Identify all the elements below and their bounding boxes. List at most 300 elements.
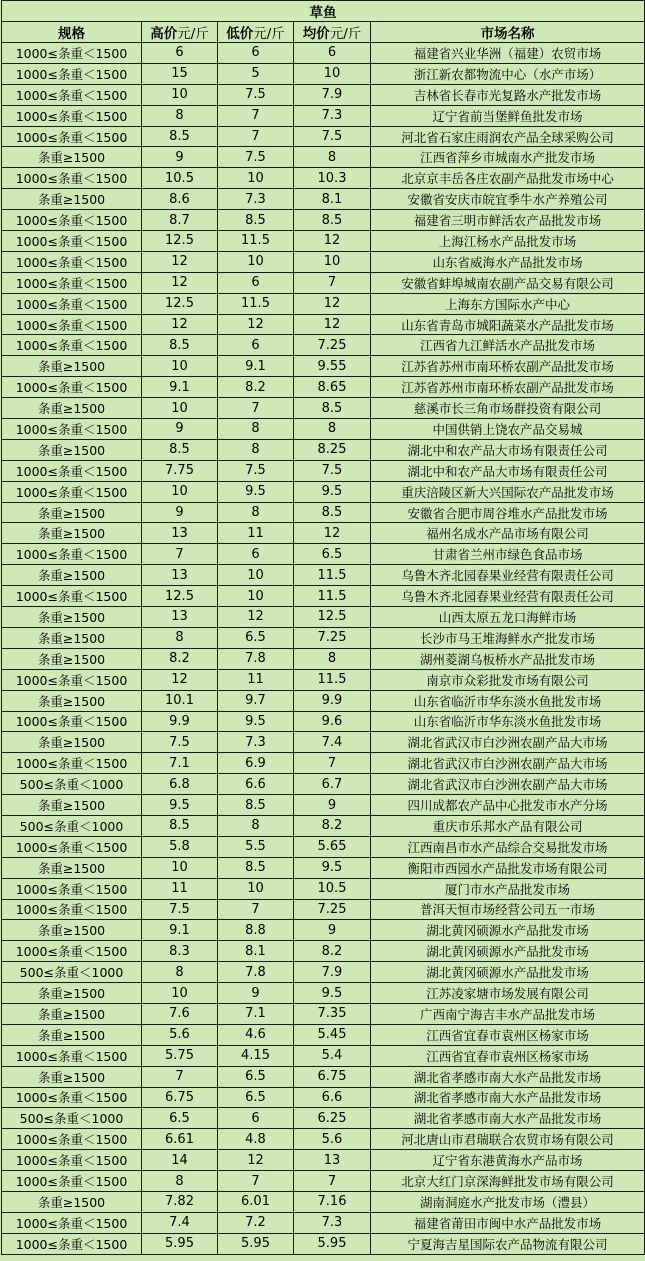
market-name-cell: 江西省宜春市袁州区杨家市场 [371,1024,645,1045]
table-row [2,1212,645,1233]
low-price-cell: 9.1 [218,356,294,377]
low-price-cell: 7.2 [218,1212,294,1233]
spec-cell: 1000≤条重＜1500 [2,1129,142,1150]
spec-cell: 1000≤条重＜1500 [2,711,142,732]
avg-price-cell: 7.3 [294,105,371,126]
market-name-cell: 四川成都农产品中心批发市水产分场 [371,795,645,816]
high-price-cell: 14 [142,1150,218,1171]
high-price-cell: 8 [142,962,218,983]
low-price-cell: 12 [218,607,294,628]
table-row [2,1108,645,1129]
high-price-cell: 13 [142,523,218,544]
market-name-cell: 山西太原五龙口海鲜市场 [371,607,645,628]
high-price-cell: 7.1 [142,753,218,774]
table-row [2,1066,645,1087]
market-name-cell: 长沙市马王堆海鲜水产批发市场 [371,627,645,648]
high-price-cell: 7.82 [142,1191,218,1212]
avg-price-cell: 6.75 [294,1066,371,1087]
avg-price-cell: 11.5 [294,669,371,690]
table-row [2,439,645,460]
low-price-cell: 8.2 [218,377,294,398]
table-row [2,983,645,1004]
avg-price-cell: 8.1 [294,189,371,210]
spec-cell: 1000≤条重＜1500 [2,753,142,774]
low-price-cell: 8 [218,439,294,460]
avg-price-cell: 8 [294,147,371,168]
avg-price-cell: 7 [294,753,371,774]
market-name-cell: 江西南昌市水产品综合交易批发市场 [371,836,645,857]
spec-cell: 1000≤条重＜1500 [2,899,142,920]
table-row [2,732,645,753]
high-price-cell: 7.5 [142,899,218,920]
low-price-cell: 6 [218,544,294,565]
high-price-cell: 10 [142,983,218,1004]
low-price-cell: 8 [218,815,294,836]
high-price-cell: 10.1 [142,690,218,711]
high-price-cell: 8.7 [142,210,218,231]
high-price-cell: 12.5 [142,293,218,314]
table-row [2,711,645,732]
spec-cell: 1000≤条重＜1500 [2,63,142,84]
spec-cell: 条重≥1500 [2,356,142,377]
market-name-cell: 福建省三明市鲜活农产品批发市场 [371,210,645,231]
spec-cell: 500≤条重＜1000 [2,815,142,836]
table-row [2,293,645,314]
market-name-cell: 北京京丰岳各庄农副产品批发市场中心 [371,168,645,189]
spec-cell: 条重≥1500 [2,189,142,210]
table-row [2,502,645,523]
spec-cell: 条重≥1500 [2,1024,142,1045]
avg-price-cell: 8.2 [294,815,371,836]
high-price-cell: 8 [142,627,218,648]
avg-price-cell: 7.9 [294,84,371,105]
spec-cell: 1000≤条重＜1500 [2,314,142,335]
market-name-cell: 上海东方国际水产中心 [371,293,645,314]
low-price-cell: 6 [218,335,294,356]
table-row [2,168,645,189]
high-price-cell: 10.5 [142,168,218,189]
market-name-cell: 浙江新农都物流中心（水产市场） [371,63,645,84]
low-price-cell: 7 [218,105,294,126]
avg-price-cell: 6.25 [294,1108,371,1129]
market-name-cell: 湖北中和农产品大市场有限责任公司 [371,460,645,481]
header-high: 高价元/斤 [142,22,218,43]
market-name-cell: 上海江杨水产品批发市场 [371,231,645,252]
table-row [2,377,645,398]
spec-cell: 条重≥1500 [2,565,142,586]
low-price-cell: 5.95 [218,1233,294,1254]
low-price-cell: 5 [218,63,294,84]
avg-price-cell: 9.5 [294,983,371,1004]
avg-price-cell: 7.25 [294,899,371,920]
high-price-cell: 9.9 [142,711,218,732]
spec-cell: 1000≤条重＜1500 [2,126,142,147]
avg-price-cell: 8 [294,648,371,669]
market-name-cell: 福州名成水产品市场有限公司 [371,523,645,544]
spec-cell: 1000≤条重＜1500 [2,377,142,398]
high-price-cell: 10 [142,356,218,377]
header-low: 低价元/斤 [218,22,294,43]
header-row [2,22,645,43]
high-price-cell: 8.5 [142,335,218,356]
table-row [2,356,645,377]
low-price-cell: 11 [218,669,294,690]
market-name-cell: 厦门市水产品批发市场 [371,878,645,899]
low-price-cell: 6.9 [218,753,294,774]
market-name-cell: 湖北省武汉市白沙洲农副产品大市场 [371,774,645,795]
table-row [2,1150,645,1171]
low-price-cell: 8 [218,502,294,523]
market-name-cell: 重庆涪陵区新大兴国际农产品批发市场 [371,481,645,502]
market-name-cell: 江西省宜春市袁州区杨家市场 [371,1045,645,1066]
market-name-cell: 安徽省合肥市周谷堆水产品批发市场 [371,502,645,523]
high-price-cell: 12 [142,669,218,690]
low-price-cell: 6.5 [218,627,294,648]
market-name-cell: 湖州菱湖乌板桥水产品批发市场 [371,648,645,669]
low-price-cell: 8 [218,419,294,440]
title-row [2,1,645,22]
high-price-cell: 10 [142,84,218,105]
low-price-cell: 6.6 [218,774,294,795]
table-row [2,857,645,878]
table-row [2,84,645,105]
table-row [2,1045,645,1066]
avg-price-cell: 8.65 [294,377,371,398]
high-price-cell: 5.75 [142,1045,218,1066]
avg-price-cell: 7 [294,272,371,293]
avg-price-cell: 9.9 [294,690,371,711]
market-name-cell: 福建省莆田市闽中水产品批发市场 [371,1212,645,1233]
spec-cell: 条重≥1500 [2,147,142,168]
avg-price-cell: 9.5 [294,857,371,878]
table-row [2,627,645,648]
market-name-cell: 江西省九江鲜活水产品批发市场 [371,335,645,356]
high-price-cell: 8.3 [142,941,218,962]
avg-price-cell: 7.5 [294,126,371,147]
avg-price-cell: 12 [294,293,371,314]
low-price-cell: 6 [218,272,294,293]
spec-cell: 1000≤条重＜1500 [2,105,142,126]
market-name-cell: 安徽省蚌埠城南农副产品交易有限公司 [371,272,645,293]
low-price-cell: 12 [218,1150,294,1171]
high-price-cell: 7.5 [142,732,218,753]
table-row [2,669,645,690]
market-name-cell: 辽宁省前当堡鲜鱼批发市场 [371,105,645,126]
spec-cell: 1000≤条重＜1500 [2,335,142,356]
avg-price-cell: 5.45 [294,1024,371,1045]
price-table [1,0,645,1255]
spec-cell: 1000≤条重＜1500 [2,1087,142,1108]
spec-cell: 条重≥1500 [2,920,142,941]
avg-price-cell: 7.25 [294,335,371,356]
spec-cell: 条重≥1500 [2,439,142,460]
header-spec: 规格 [2,22,142,43]
high-price-cell: 7.4 [142,1212,218,1233]
high-price-cell: 8.5 [142,815,218,836]
high-price-cell: 9.1 [142,377,218,398]
spec-cell: 1000≤条重＜1500 [2,1171,142,1192]
table-row [2,1191,645,1212]
low-price-cell: 8.1 [218,941,294,962]
avg-price-cell: 8.25 [294,439,371,460]
market-name-cell: 山东省青岛市城阳蔬菜水产品批发市场 [371,314,645,335]
low-price-cell: 10 [218,168,294,189]
market-name-cell: 中国供销上饶农产品交易城 [371,419,645,440]
market-name-cell: 湖北省武汉市白沙洲农副产品大市场 [371,753,645,774]
spec-cell: 1000≤条重＜1500 [2,544,142,565]
table-row [2,565,645,586]
spec-cell: 1000≤条重＜1500 [2,293,142,314]
avg-price-cell: 7.16 [294,1191,371,1212]
high-price-cell: 13 [142,565,218,586]
table-body [2,43,645,1255]
spec-cell: 1000≤条重＜1500 [2,272,142,293]
table-row [2,147,645,168]
market-name-cell: 湖北中和农产品大市场有限责任公司 [371,439,645,460]
spec-cell: 1000≤条重＜1500 [2,878,142,899]
low-price-cell: 7.8 [218,648,294,669]
spec-cell: 1000≤条重＜1500 [2,941,142,962]
high-price-cell: 8.5 [142,439,218,460]
high-price-cell: 9 [142,419,218,440]
table-row [2,43,645,64]
avg-price-cell: 7.25 [294,627,371,648]
table-row [2,753,645,774]
high-price-cell: 15 [142,63,218,84]
low-price-cell: 6 [218,43,294,64]
market-name-cell: 南京市众彩批发市场有限公司 [371,669,645,690]
spec-cell: 条重≥1500 [2,502,142,523]
low-price-cell: 7.1 [218,1003,294,1024]
table-row [2,878,645,899]
table-row [2,941,645,962]
high-price-cell: 8 [142,105,218,126]
avg-price-cell: 6.6 [294,1087,371,1108]
low-price-cell: 7 [218,899,294,920]
spec-cell: 条重≥1500 [2,1003,142,1024]
market-name-cell: 湖北省孝感市南大水产品批发市场 [371,1066,645,1087]
high-price-cell: 7 [142,1066,218,1087]
avg-price-cell: 7 [294,1171,371,1192]
spec-cell: 条重≥1500 [2,1191,142,1212]
table-row [2,272,645,293]
table-row [2,251,645,272]
table-row [2,481,645,502]
high-price-cell: 9.5 [142,795,218,816]
low-price-cell: 9 [218,983,294,1004]
low-price-cell: 7.8 [218,962,294,983]
table-row [2,210,645,231]
market-name-cell: 甘肃省兰州市绿色食品市场 [371,544,645,565]
high-price-cell: 8.5 [142,126,218,147]
market-name-cell: 山东省威海水产品批发市场 [371,251,645,272]
avg-price-cell: 12 [294,231,371,252]
spec-cell: 1000≤条重＜1500 [2,836,142,857]
market-name-cell: 河北唐山市君瑞联合农贸市场有限公司 [371,1129,645,1150]
low-price-cell: 11.5 [218,231,294,252]
avg-price-cell: 5.4 [294,1045,371,1066]
market-name-cell: 湖北黄冈硕源水产品批发市场 [371,941,645,962]
table-title: 草鱼 [2,1,645,22]
low-price-cell: 7.3 [218,732,294,753]
low-price-cell: 12 [218,314,294,335]
market-name-cell: 宁夏海吉星国际农产品物流有限公司 [371,1233,645,1254]
spec-cell: 1000≤条重＜1500 [2,1233,142,1254]
table-row [2,899,645,920]
table-row [2,1024,645,1045]
low-price-cell: 11.5 [218,293,294,314]
avg-price-cell: 12 [294,314,371,335]
market-name-cell: 湖南洞庭水产批发市场（澧县） [371,1191,645,1212]
market-name-cell: 江苏省苏州市南环桥农副产品批发市场 [371,356,645,377]
market-name-cell: 湖北黄冈硕源水产品批发市场 [371,962,645,983]
market-name-cell: 广西南宁海吉丰水产品批发市场 [371,1003,645,1024]
table-row [2,105,645,126]
low-price-cell: 7 [218,1171,294,1192]
table-row [2,690,645,711]
market-name-cell: 湖北省孝感市南大水产品批发市场 [371,1108,645,1129]
avg-price-cell: 7.3 [294,1212,371,1233]
low-price-cell: 7.3 [218,189,294,210]
avg-price-cell: 12 [294,523,371,544]
market-name-cell: 江苏省苏州市南环桥农副产品批发市场 [371,377,645,398]
avg-price-cell: 5.6 [294,1129,371,1150]
avg-price-cell: 7.5 [294,460,371,481]
spec-cell: 条重≥1500 [2,523,142,544]
market-name-cell: 江苏凌家塘市场发展有限公司 [371,983,645,1004]
low-price-cell: 7 [218,398,294,419]
avg-price-cell: 7.35 [294,1003,371,1024]
table-row [2,1233,645,1254]
spec-cell: 条重≥1500 [2,627,142,648]
table-row [2,314,645,335]
market-name-cell: 辽宁省东港黄海水产品市场 [371,1150,645,1171]
spec-cell: 1000≤条重＜1500 [2,43,142,64]
avg-price-cell: 9 [294,795,371,816]
table-row [2,1087,645,1108]
low-price-cell: 10 [218,565,294,586]
avg-price-cell: 6 [294,43,371,64]
spec-cell: 500≤条重＜1000 [2,774,142,795]
spec-cell: 条重≥1500 [2,398,142,419]
high-price-cell: 10 [142,398,218,419]
high-price-cell: 5.6 [142,1024,218,1045]
avg-price-cell: 8.5 [294,210,371,231]
low-price-cell: 6.5 [218,1066,294,1087]
avg-price-cell: 11.5 [294,565,371,586]
market-name-cell: 北京大红门京深海鲜批发市场有限公司 [371,1171,645,1192]
high-price-cell: 9.1 [142,920,218,941]
avg-price-cell: 10 [294,63,371,84]
avg-price-cell: 5.65 [294,836,371,857]
table-row [2,189,645,210]
low-price-cell: 5.5 [218,836,294,857]
low-price-cell: 7 [218,126,294,147]
avg-price-cell: 10.5 [294,878,371,899]
high-price-cell: 6 [142,43,218,64]
market-name-cell: 山东省临沂市华东淡水鱼批发市场 [371,690,645,711]
table-row [2,544,645,565]
spec-cell: 1000≤条重＜1500 [2,210,142,231]
low-price-cell: 7.5 [218,460,294,481]
low-price-cell: 7.5 [218,147,294,168]
market-name-cell: 普洱天恒市场经营公司五一市场 [371,899,645,920]
table-row [2,335,645,356]
low-price-cell: 6.01 [218,1191,294,1212]
avg-price-cell: 9.55 [294,356,371,377]
low-price-cell: 4.8 [218,1129,294,1150]
table-row [2,1129,645,1150]
avg-price-cell: 7.4 [294,732,371,753]
high-price-cell: 12.5 [142,586,218,607]
spec-cell: 条重≥1500 [2,795,142,816]
header-market: 市场名称 [371,22,645,43]
spec-cell: 1000≤条重＜1500 [2,1045,142,1066]
spec-cell: 条重≥1500 [2,648,142,669]
high-price-cell: 12 [142,314,218,335]
spec-cell: 500≤条重＜1000 [2,962,142,983]
market-name-cell: 山东省临沂市华东淡水鱼批发市场 [371,711,645,732]
spec-cell: 条重≥1500 [2,607,142,628]
table-row [2,607,645,628]
low-price-cell: 6.5 [218,1087,294,1108]
high-price-cell: 5.8 [142,836,218,857]
low-price-cell: 9.7 [218,690,294,711]
spec-cell: 条重≥1500 [2,983,142,1004]
market-name-cell: 吉林省长春市光复路水产批发市场 [371,84,645,105]
low-price-cell: 9.5 [218,481,294,502]
market-name-cell: 福建省兴业华洲（福建）农贸市场 [371,43,645,64]
high-price-cell: 8.2 [142,648,218,669]
high-price-cell: 6.61 [142,1129,218,1150]
table-row [2,795,645,816]
avg-price-cell: 8.2 [294,941,371,962]
low-price-cell: 8.5 [218,210,294,231]
market-name-cell: 衡阳市西园水产品批发市场有限公司 [371,857,645,878]
low-price-cell: 10 [218,251,294,272]
avg-price-cell: 9.5 [294,481,371,502]
market-name-cell: 慈溪市长三角市场群投资有限公司 [371,398,645,419]
market-name-cell: 湖北省武汉市白沙洲农副产品大市场 [371,732,645,753]
high-price-cell: 6.5 [142,1108,218,1129]
market-name-cell: 湖北黄冈硕源水产品批发市场 [371,920,645,941]
table-row [2,231,645,252]
high-price-cell: 7.75 [142,460,218,481]
high-price-cell: 12.5 [142,231,218,252]
table-row [2,962,645,983]
table-row [2,774,645,795]
market-name-cell: 乌鲁木齐北园春果业经营有限责任公司 [371,586,645,607]
avg-price-cell: 10 [294,251,371,272]
avg-price-cell: 9.6 [294,711,371,732]
spec-cell: 1000≤条重＜1500 [2,419,142,440]
market-name-cell: 湖北省孝感市南大水产品批发市场 [371,1087,645,1108]
spec-cell: 条重≥1500 [2,690,142,711]
low-price-cell: 10 [218,586,294,607]
avg-price-cell: 8.5 [294,398,371,419]
low-price-cell: 10 [218,878,294,899]
high-price-cell: 5.95 [142,1233,218,1254]
low-price-cell: 4.6 [218,1024,294,1045]
avg-price-cell: 6.7 [294,774,371,795]
low-price-cell: 6 [218,1108,294,1129]
header-avg: 均价元/斤 [294,22,371,43]
market-name-cell: 乌鲁木齐北园春果业经营有限责任公司 [371,565,645,586]
spec-cell: 1000≤条重＜1500 [2,1150,142,1171]
spec-cell: 1000≤条重＜1500 [2,481,142,502]
market-name-cell: 重庆市乐邦水产品有限公司 [371,815,645,836]
table-row [2,648,645,669]
